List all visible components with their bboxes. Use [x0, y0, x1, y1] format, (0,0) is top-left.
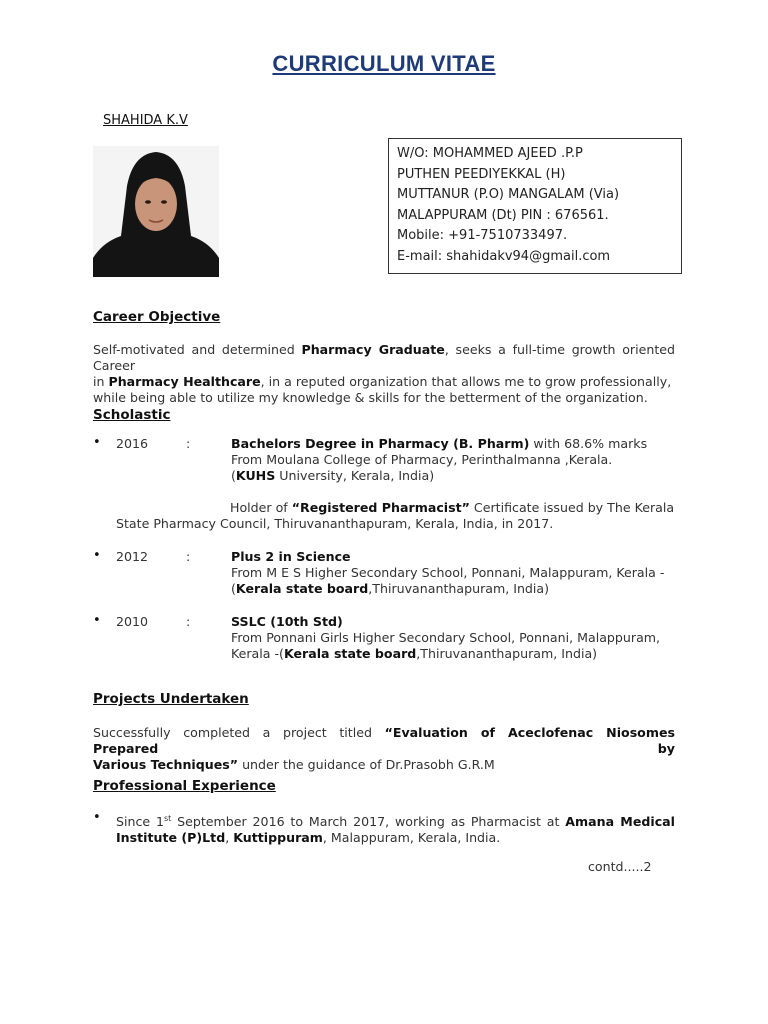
- page-title: CURRICULUM VITAE: [272, 51, 496, 76]
- year-2016: 2016: [116, 436, 149, 451]
- projects-heading: Projects Undertaken: [93, 691, 249, 707]
- bullet: •: [93, 435, 101, 450]
- career-objective-text: Self-motivated and determined Pharmacy Graduate, seeks a full-time growth oriented Career in Pharmacy Healthcare, in a reputed organization that allows me to grow professionally, while being able to utilize my knowledge & skills for the betterment of the organization.: [93, 342, 676, 405]
- education-entry-plus2: Plus 2 in Science From M E S Higher Secondary School, Ponnani, Malappuram, Kerala - (Kerala state board,Thiruvananthapuram, India): [231, 549, 665, 596]
- year-2010: 2010: [116, 614, 149, 629]
- experience-entry: Since 1st September 2016 to March 2017, working as Pharmacist at Amana Medical Institute (P)Ltd, Kuttippuram, Malappuram, Kerala, India.: [116, 814, 675, 846]
- candidate-name: SHAHIDA K.V: [103, 113, 188, 128]
- bullet: •: [93, 810, 101, 825]
- year-2012: 2012: [116, 549, 149, 564]
- career-objective-heading: Career Objective: [93, 309, 221, 325]
- registered-pharmacist-note: Holder of “Registered Pharmacist” Certificate issued by The Kerala: [230, 500, 675, 515]
- address-box: [388, 138, 682, 274]
- profile-photo: [93, 146, 219, 277]
- colon: :: [186, 436, 191, 451]
- education-entry-bpharm: Bachelors Degree in Pharmacy (B. Pharm) with 68.6% marks From Moulana College of Pharmacy, Perinthalmanna ,Kerala. (KUHS University, Kerala, India): [231, 436, 648, 483]
- education-entry-sslc: SSLC (10th Std) From Ponnani Girls Higher Secondary School, Ponnani, Malappuram, Kerala -(Kerala state board,Thiruvananthapuram, India): [231, 614, 661, 661]
- mobile-number: Mobile: +91-7510733497.: [397, 228, 568, 243]
- address-line: PUTHEN PEEDIYEKKAL (H): [397, 166, 566, 182]
- email-address: E-mail: shahidakv94@gmail.com: [397, 248, 611, 264]
- address-line: W/O: MOHAMMED AJEED .P.P: [397, 146, 583, 161]
- continued-note: contd.....2: [588, 859, 652, 874]
- colon: :: [186, 549, 191, 564]
- experience-heading: Professional Experience: [93, 778, 276, 794]
- address-line: MUTTANUR (P.O) MANGALAM (Via): [397, 187, 620, 202]
- project-description: Successfully completed a project titled “Evaluation of Aceclofenac Niosomes Prepared by Various Techniques” under the guidance of Dr.Prasobh G.R.M: [93, 725, 675, 772]
- bullet: •: [93, 613, 101, 628]
- scholastic-heading: Scholastic: [93, 407, 171, 423]
- colon: :: [186, 614, 191, 629]
- address-line: MALAPPURAM (Dt) PIN : 676561.: [397, 207, 609, 223]
- bullet: •: [93, 548, 101, 563]
- registered-pharmacist-note-line2: State Pharmacy Council, Thiruvananthapuram, Kerala, India, in 2017.: [116, 516, 554, 531]
